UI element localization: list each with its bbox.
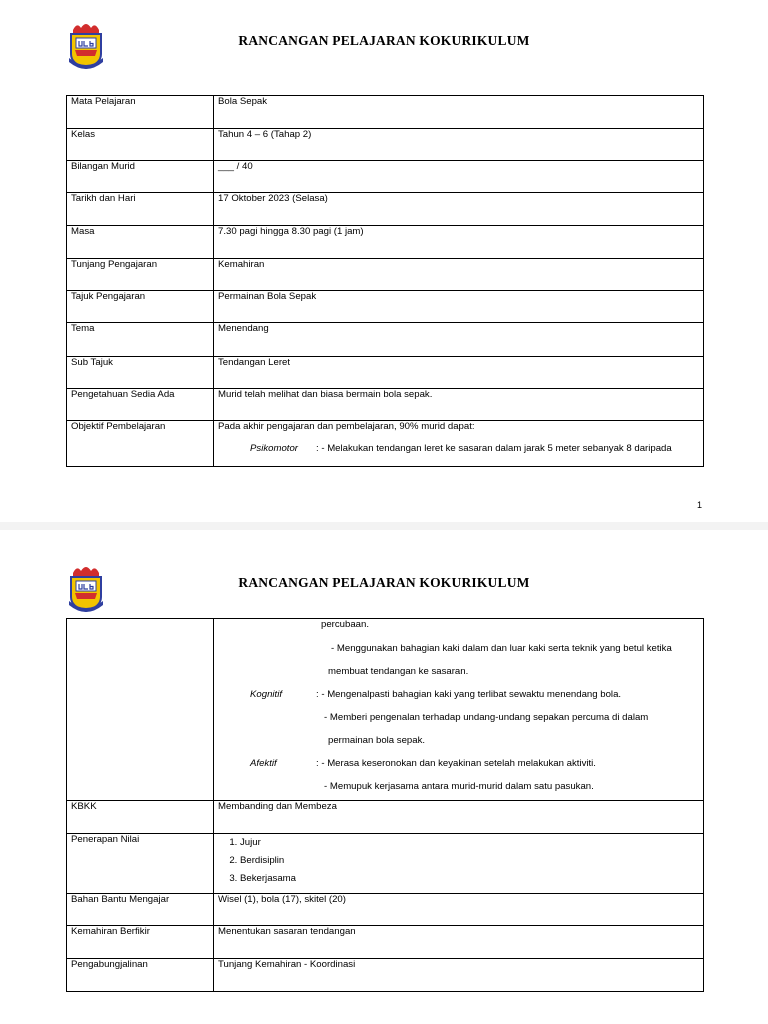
document-title: RANCANGAN PELAJARAN KOKURIKULUM [238, 33, 530, 48]
row-label: Tajuk Pengajaran [67, 291, 214, 323]
row-label: Sub Tajuk [67, 357, 214, 389]
row-label: Kelas [67, 129, 214, 161]
row-label: Masa [67, 226, 214, 259]
table-row [67, 926, 704, 959]
row-label: Kemahiran Berfikir [67, 926, 214, 959]
row-label: KBKK [67, 801, 214, 834]
objektif-continued [214, 619, 704, 801]
row-label: Bahan Bantu Mengajar [67, 894, 214, 926]
row-label: Tunjang Pengajaran [67, 259, 214, 291]
table-row [67, 226, 704, 259]
kognitif-key: Kognitif [250, 689, 282, 700]
row-value: Wisel (1), bola (17), skitel (20) [214, 894, 704, 926]
psikomotor-key: Psikomotor [250, 443, 298, 454]
table-row [67, 894, 704, 926]
row-label: Pengabungjalinan [67, 959, 214, 992]
row-value: Murid telah melihat dan biasa bermain bola sepak. [214, 389, 704, 421]
lesson-plan-table-page-1 [66, 95, 704, 467]
row-label: Penerapan Nilai [67, 834, 214, 894]
table-row [67, 129, 704, 161]
row-value: 7.30 pagi hingga 8.30 pagi (1 jam) [214, 226, 704, 259]
nilai-list [218, 834, 699, 888]
row-value: Tahun 4 – 6 (Tahap 2) [214, 129, 704, 161]
kognitif-item-2: - Memberi pengenalan terhadap undang-undang sepakan percuma di dalam [324, 712, 649, 723]
lesson-plan-table-page-2 [66, 618, 704, 992]
row-label: Objektif Pembelajaran [67, 421, 214, 467]
row-value: Kemahiran [214, 259, 704, 291]
table-row [67, 959, 704, 992]
page-2 [0, 530, 768, 1024]
table-row-objektif-continued [67, 619, 704, 801]
table-row-objektif [67, 421, 704, 467]
objektif-intro: Pada akhir pengajaran dan pembelajaran, 90% murid dapat: [218, 421, 475, 432]
table-row [67, 357, 704, 389]
table-row [67, 259, 704, 291]
row-label: Bilangan Murid [67, 161, 214, 193]
afektif-item-1: : - Merasa keseronokan dan keyakinan setelah melakukan aktiviti. [316, 758, 596, 769]
table-row [67, 291, 704, 323]
row-value: Bola Sepak [214, 96, 704, 129]
row-value: Permainan Bola Sepak [214, 291, 704, 323]
psikomotor-line [218, 443, 699, 454]
psikomotor-continued-line: percubaan. [321, 619, 370, 630]
row-value: ___ / 40 [214, 161, 704, 193]
list-item: 2. Berdisiplin [240, 852, 699, 870]
row-value: Tunjang Kemahiran - Koordinasi [214, 959, 704, 992]
table-row [67, 161, 704, 193]
psikomotor-text: : - Melakukan tendangan leret ke sasaran dalam jarak 5 meter sebanyak 8 daripada [316, 443, 672, 454]
page-number: 1 [696, 500, 702, 510]
table-row [67, 193, 704, 226]
row-value [214, 421, 704, 467]
psikomotor-item-2-cont: membuat tendangan ke sasaran. [328, 666, 469, 677]
row-label: Tema [67, 323, 214, 357]
row-label: Pengetahuan Sedia Ada [67, 389, 214, 421]
afektif-item-2: - Memupuk kerjasama antara murid-murid dalam satu pasukan. [324, 781, 594, 792]
list-item: 1. Jujur [240, 834, 699, 852]
row-value: Menentukan sasaran tendangan [214, 926, 704, 959]
row-value: 17 Oktober 2023 (Selasa) [214, 193, 704, 226]
afektif-line [218, 752, 699, 775]
kognitif-item-2-cont: permainan bola sepak. [328, 735, 426, 746]
list-item: 3. Bekerjasama [240, 870, 699, 888]
afektif-key: Afektif [250, 758, 277, 769]
row-label: Tarikh dan Hari [67, 193, 214, 226]
row-value: Tendangan Leret [214, 357, 704, 389]
table-row [67, 801, 704, 834]
table-row [67, 389, 704, 421]
row-value [214, 834, 704, 894]
row-value: Menendang [214, 323, 704, 357]
psikomotor-item-2: - Menggunakan bahagian kaki dalam dan luar kaki serta teknik yang betul ketika [331, 643, 672, 654]
table-row [67, 834, 704, 894]
row-label: Mata Pelajaran [67, 96, 214, 129]
document-title: RANCANGAN PELAJARAN KOKURIKULUM [238, 575, 530, 590]
kognitif-item-1: : - Mengenalpasti bahagian kaki yang terlibat sewaktu menendang bola. [316, 689, 622, 700]
kognitif-line [218, 683, 699, 706]
table-row [67, 96, 704, 129]
table-row [67, 323, 704, 357]
row-value: Membanding dan Membeza [214, 801, 704, 834]
